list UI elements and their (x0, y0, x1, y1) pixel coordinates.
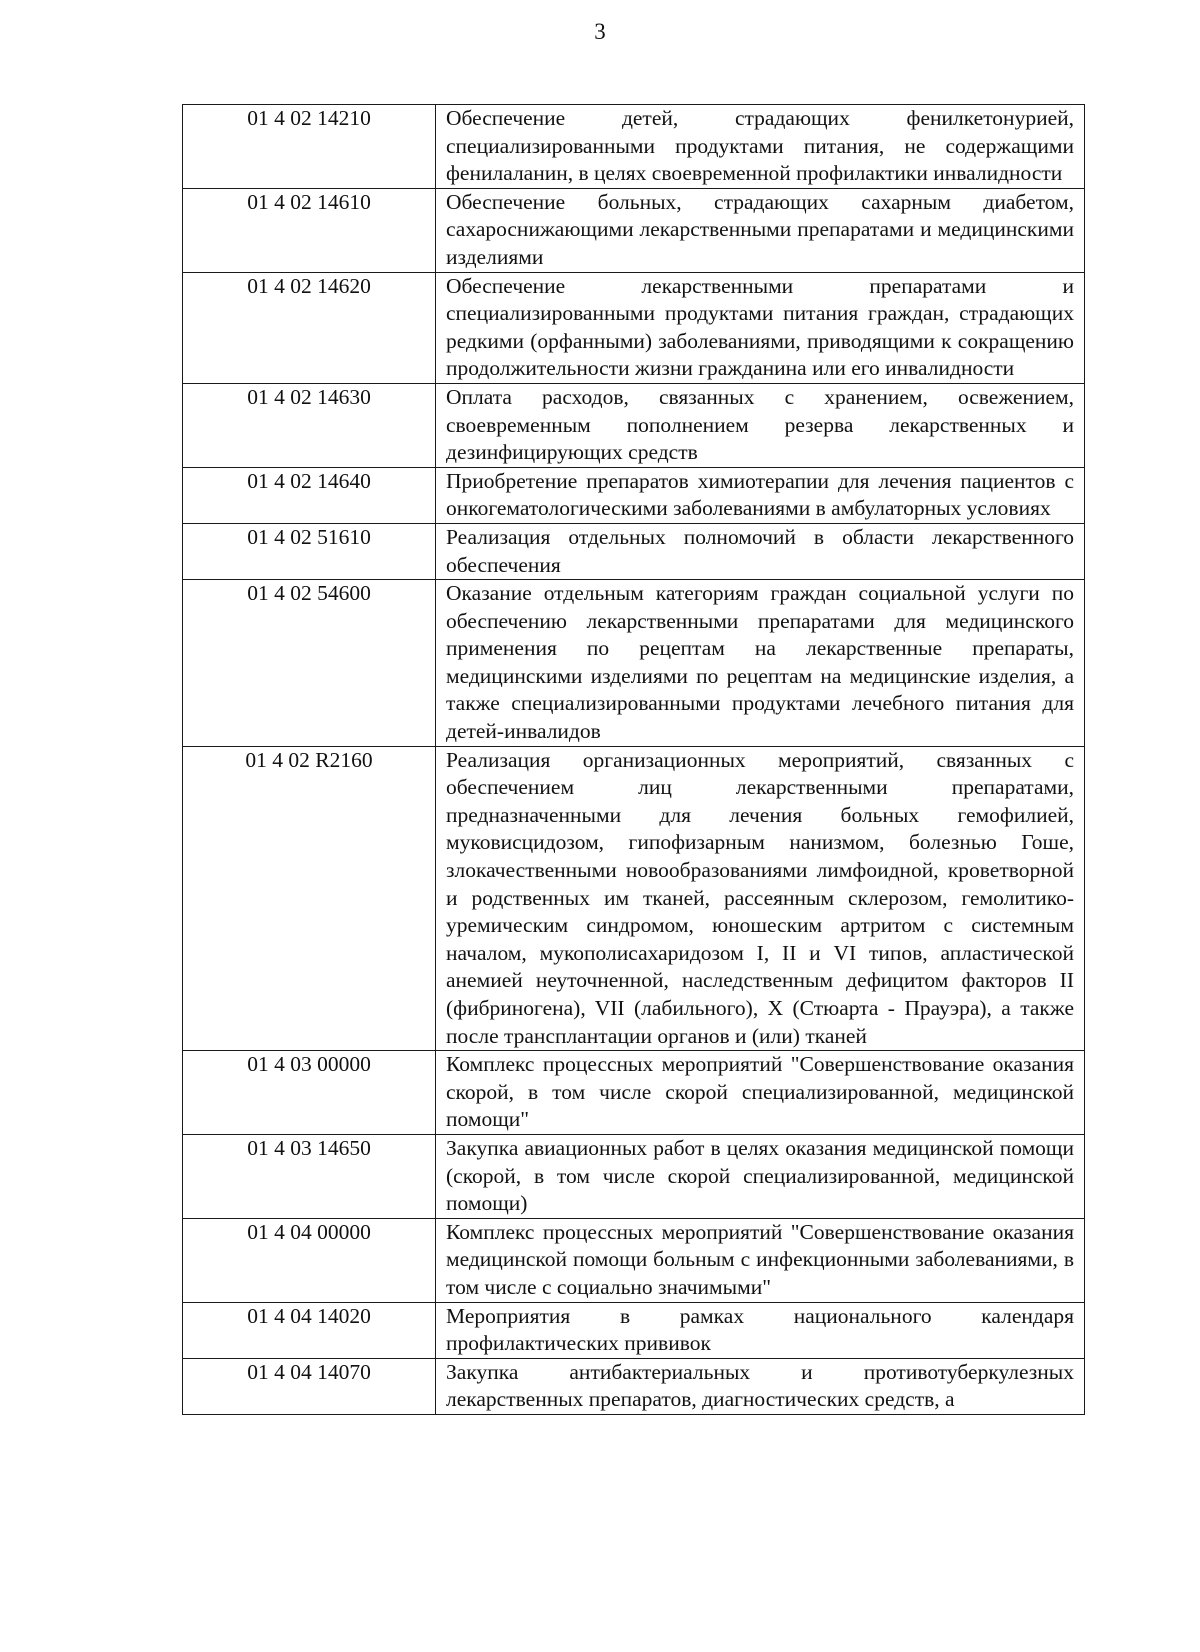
table-row (183, 1358, 1085, 1414)
row-description: Закупка авиационных работ в целях оказания медицинской помощи (скорой, в том числе скорой специализированной, медицинской помощи) (436, 1134, 1085, 1218)
table-row (183, 1051, 1085, 1135)
table-row (183, 746, 1085, 1051)
row-code: 01 4 04 14020 (183, 1302, 436, 1358)
page-number: 3 (594, 19, 606, 44)
table-row (183, 383, 1085, 467)
row-description: Мероприятия в рамках национального календаря профилактических прививок (436, 1302, 1085, 1358)
row-description: Обеспечение лекарственными препаратами и специализированными продуктами питания граждан, страдающих редкими (орфанными) заболеваниями, приводящими к сокращению продолжительности жизни гражданина или его инвалидности (436, 272, 1085, 383)
row-description: Приобретение препаратов химиотерапии для лечения пациентов с онкогематологическими заболеваниями в амбулаторных условиях (436, 467, 1085, 523)
row-description: Оплата расходов, связанных с хранением, освежением, своевременным пополнением резерва лекарственных и дезинфицирующих средств (436, 383, 1085, 467)
row-description-text: Закупка антибактериальных и противотуберкулезных лекарственных препаратов, диагностических средств, а (446, 1359, 1074, 1412)
row-code: 01 4 02 R2160 (183, 746, 436, 1051)
row-code: 01 4 02 14620 (183, 272, 436, 383)
table-row (183, 188, 1085, 272)
row-code: 01 4 04 14070 (183, 1358, 436, 1414)
table-row (183, 523, 1085, 579)
row-code: 01 4 02 14630 (183, 383, 436, 467)
row-code: 01 4 02 54600 (183, 580, 436, 747)
row-code: 01 4 02 51610 (183, 523, 436, 579)
row-description: Обеспечение больных, страдающих сахарным диабетом, сахароснижающими лекарственными препаратами и медицинскими изделиями (436, 188, 1085, 272)
row-description: Реализация отдельных полномочий в области лекарственного обеспечения (436, 523, 1085, 579)
row-description: Оказание отдельным категориям граждан социальной услуги по обеспечению лекарственными препаратами для медицинского применения по рецептам на лекарственные препараты, медицинскими изделиями по рецептам на медицинские изделия, а также специализированными продуктами лечебного питания для детей-инвалидов (436, 580, 1085, 747)
table-row (183, 105, 1085, 189)
row-code: 01 4 03 00000 (183, 1051, 436, 1135)
table-row (183, 1302, 1085, 1358)
row-description: Комплекс процессных мероприятий "Совершенствование оказания скорой, в том числе скорой специализированной, медицинской помощи" (436, 1051, 1085, 1135)
table-row (183, 1218, 1085, 1302)
row-description: Комплекс процессных мероприятий "Совершенствование оказания медицинской помощи больным с инфекционными заболеваниями, в том числе с социально значимыми" (436, 1218, 1085, 1302)
table-row (183, 1134, 1085, 1218)
row-description: Обеспечение детей, страдающих фенилкетонурией, специализированными продуктами питания, не содержащими фенилаланин, в целях своевременной профилактики инвалидности (436, 105, 1085, 189)
row-description: Реализация организационных мероприятий, связанных с обеспечением лиц лекарственными препаратами, предназначенными для лечения больных гемофилией, муковисцидозом, гипофизарным нанизмом, болезнью Гоше, злокачественными новообразованиями лимфоидной, кроветворной и родственных им тканей, рассеянным склерозом, гемолитико-уремическим синдромом, юношеским артритом с системным началом, мукополисахаридозом I, II и VI типов, апластической анемией неуточненной, наследственным дефицитом факторов II (фибриногена), VII (лабильного), X (Стюарта - Прауэра), а также после трансплантации органов и (или) тканей (436, 746, 1085, 1051)
budget-classification-table (182, 104, 1085, 1415)
table-row (183, 272, 1085, 383)
row-code: 01 4 04 00000 (183, 1218, 436, 1302)
row-code: 01 4 02 14640 (183, 467, 436, 523)
row-code: 01 4 02 14610 (183, 188, 436, 272)
table-row (183, 580, 1085, 747)
row-description (436, 1358, 1085, 1414)
row-code: 01 4 02 14210 (183, 105, 436, 189)
table-row (183, 467, 1085, 523)
row-code: 01 4 03 14650 (183, 1134, 436, 1218)
